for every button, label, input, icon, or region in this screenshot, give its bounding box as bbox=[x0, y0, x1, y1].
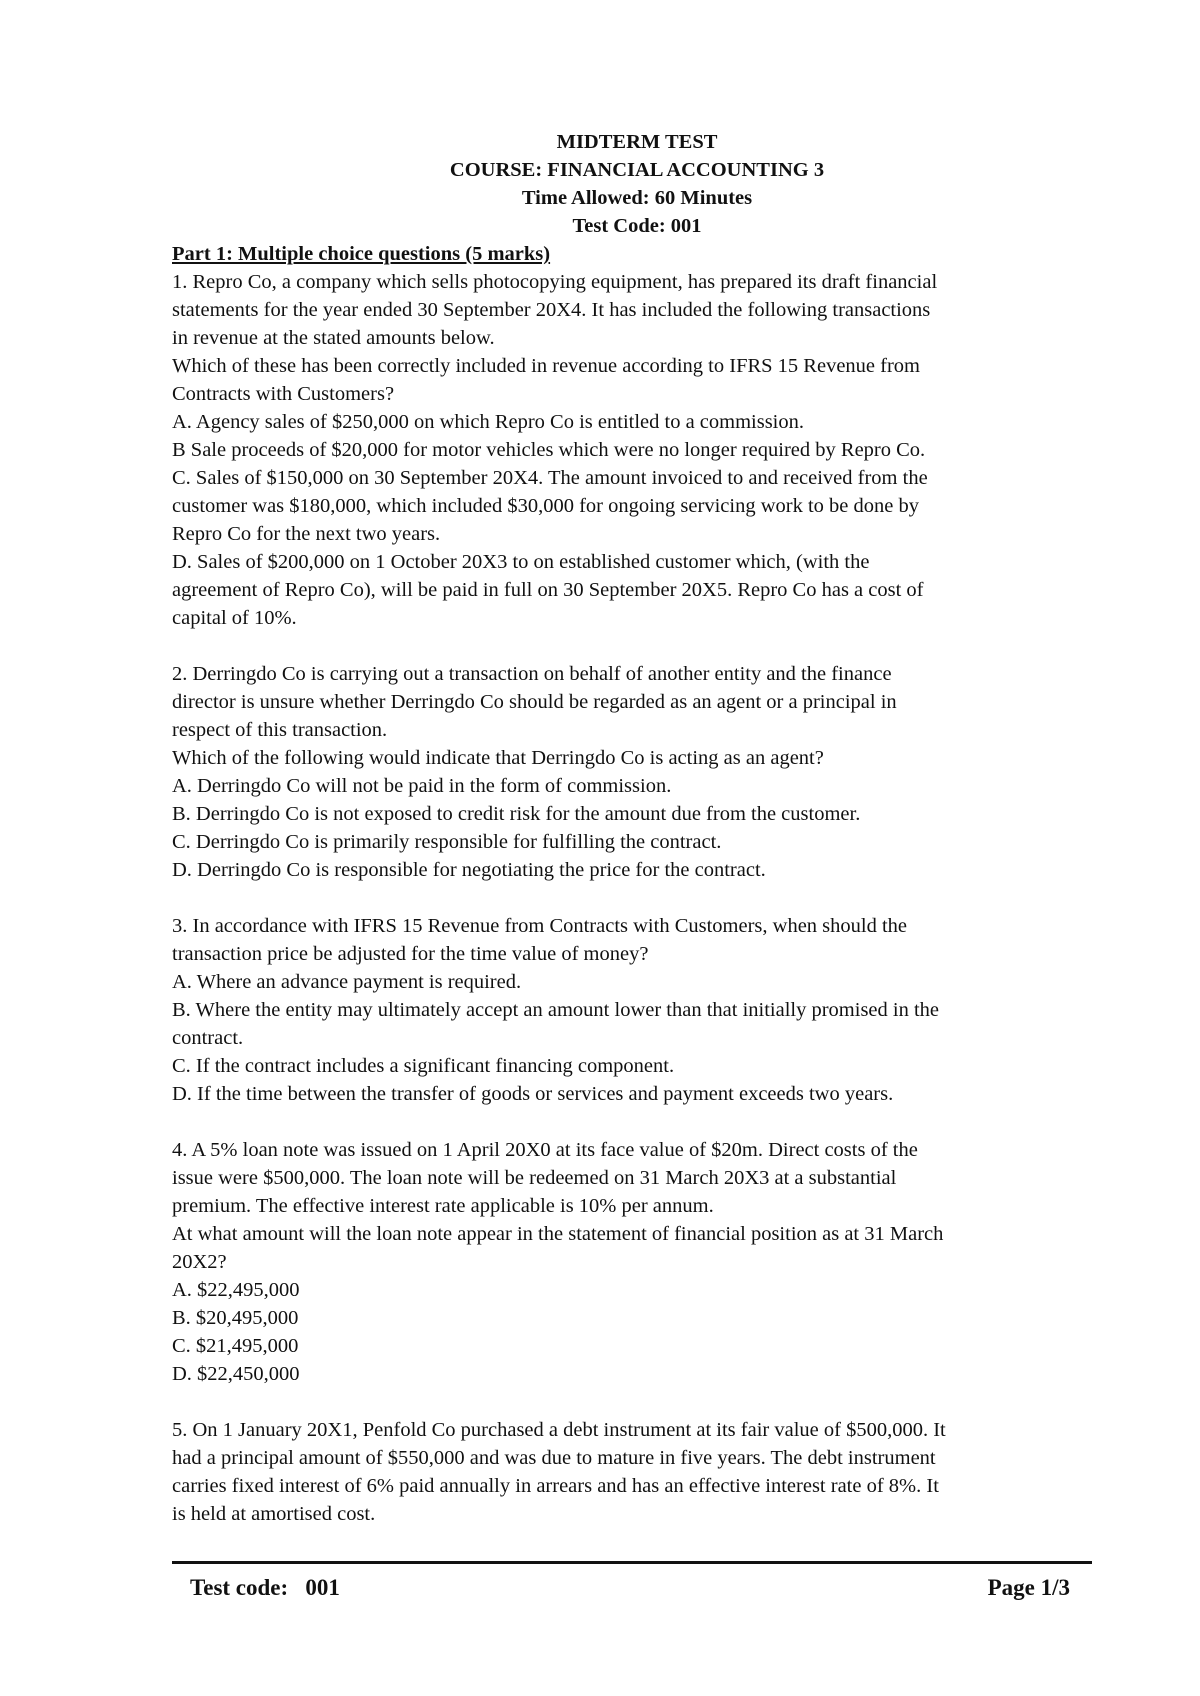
question-1-line: C. Sales of $150,000 on 30 September 20X4. The amount invoiced to and received from the bbox=[172, 467, 928, 489]
question-3-line: transaction price be adjusted for the time value of money? bbox=[172, 943, 649, 965]
question-4-line: B. $20,495,000 bbox=[172, 1307, 299, 1329]
question-4-line: premium. The effective interest rate applicable is 10% per annum. bbox=[172, 1195, 714, 1217]
question-2-line: B. Derringdo Co is not exposed to credit risk for the amount due from the customer. bbox=[172, 803, 861, 825]
question-4-line: issue were $500,000. The loan note will be redeemed on 31 March 20X3 at a substantial bbox=[172, 1167, 897, 1189]
question-1-line: B Sale proceeds of $20,000 for motor vehicles which were no longer required by Repro Co. bbox=[172, 439, 926, 461]
question-4-line: At what amount will the loan note appear in the statement of financial position as at 31 March bbox=[172, 1223, 944, 1245]
course-name: COURSE: FINANCIAL ACCOUNTING 3 bbox=[449, 159, 825, 181]
question-1-line: statements for the year ended 30 September 20X4. It has included the following transactions bbox=[172, 299, 931, 321]
question-1-line: Repro Co for the next two years. bbox=[172, 523, 441, 545]
footer-divider bbox=[172, 1561, 1092, 1564]
test-code-heading: Test Code: 001 bbox=[572, 215, 702, 237]
question-2-line: C. Derringdo Co is primarily responsible for fulfilling the contract. bbox=[172, 831, 722, 853]
question-3-line: contract. bbox=[172, 1027, 244, 1049]
question-1-line: A. Agency sales of $250,000 on which Repro Co is entitled to a commission. bbox=[172, 411, 805, 433]
question-1 bbox=[172, 268, 1102, 632]
question-2-line: A. Derringdo Co will not be paid in the form of commission. bbox=[172, 775, 672, 797]
question-3 bbox=[172, 912, 1102, 1108]
question-2-line: D. Derringdo Co is responsible for negotiating the price for the contract. bbox=[172, 859, 766, 881]
question-1-line: Contracts with Customers? bbox=[172, 383, 395, 405]
part-1-heading: Part 1: Multiple choice questions (5 marks) bbox=[172, 243, 551, 265]
question-1-line: D. Sales of $200,000 on 1 October 20X3 to on established customer which, (with the bbox=[172, 551, 870, 573]
question-1-line: in revenue at the stated amounts below. bbox=[172, 327, 495, 349]
question-5-line: carries fixed interest of 6% paid annually in arrears and has an effective interest rate of 8%. It bbox=[172, 1475, 939, 1497]
question-4-line: D. $22,450,000 bbox=[172, 1363, 300, 1385]
question-3-line: C. If the contract includes a significant financing component. bbox=[172, 1055, 675, 1077]
question-1-line: customer was $180,000, which included $30,000 for ongoing servicing work to be done by bbox=[172, 495, 919, 517]
question-2-line: 2. Derringdo Co is carrying out a transaction on behalf of another entity and the finance bbox=[172, 663, 892, 685]
question-2-line: director is unsure whether Derringdo Co should be regarded as an agent or a principal in bbox=[172, 691, 897, 713]
question-4-line: A. $22,495,000 bbox=[172, 1279, 300, 1301]
question-4-line: 20X2? bbox=[172, 1251, 227, 1273]
footer-test-code: Test code: 001 bbox=[190, 1575, 340, 1600]
question-5-line: 5. On 1 January 20X1, Penfold Co purchased a debt instrument at its fair value of $500,000. It bbox=[172, 1419, 946, 1441]
question-1-line: Which of these has been correctly included in revenue according to IFRS 15 Revenue from bbox=[172, 355, 920, 377]
exam-page bbox=[172, 128, 1102, 1528]
question-3-line: B. Where the entity may ultimately accept an amount lower than that initially promised in the bbox=[172, 999, 940, 1021]
exam-title: MIDTERM TEST bbox=[556, 131, 718, 153]
question-5-line: had a principal amount of $550,000 and was due to mature in five years. The debt instrument bbox=[172, 1447, 936, 1469]
question-4 bbox=[172, 1136, 1102, 1388]
question-1-line: capital of 10%. bbox=[172, 607, 297, 629]
question-2-line: Which of the following would indicate that Derringdo Co is acting as an agent? bbox=[172, 747, 824, 769]
question-2-line: respect of this transaction. bbox=[172, 719, 388, 741]
question-3-line: 3. In accordance with IFRS 15 Revenue from Contracts with Customers, when should the bbox=[172, 915, 908, 937]
time-allowed: Time Allowed: 60 Minutes bbox=[521, 187, 753, 209]
question-1-line: agreement of Repro Co), will be paid in full on 30 September 20X5. Repro Co has a cost of bbox=[172, 579, 924, 601]
question-2 bbox=[172, 660, 1102, 884]
question-1-line: 1. Repro Co, a company which sells photocopying equipment, has prepared its draft financial bbox=[172, 271, 938, 293]
question-3-line: A. Where an advance payment is required. bbox=[172, 971, 522, 993]
question-4-line: C. $21,495,000 bbox=[172, 1335, 299, 1357]
page-number: Page 1/3 bbox=[987, 1575, 1070, 1600]
question-5 bbox=[172, 1416, 1102, 1528]
exam-header bbox=[172, 128, 1102, 240]
question-5-line: is held at amortised cost. bbox=[172, 1503, 376, 1525]
question-list bbox=[172, 268, 1102, 1528]
question-4-line: 4. A 5% loan note was issued on 1 April 20X0 at its face value of $20m. Direct costs of the bbox=[172, 1139, 918, 1161]
question-3-line: D. If the time between the transfer of goods or services and payment exceeds two years. bbox=[172, 1083, 894, 1105]
